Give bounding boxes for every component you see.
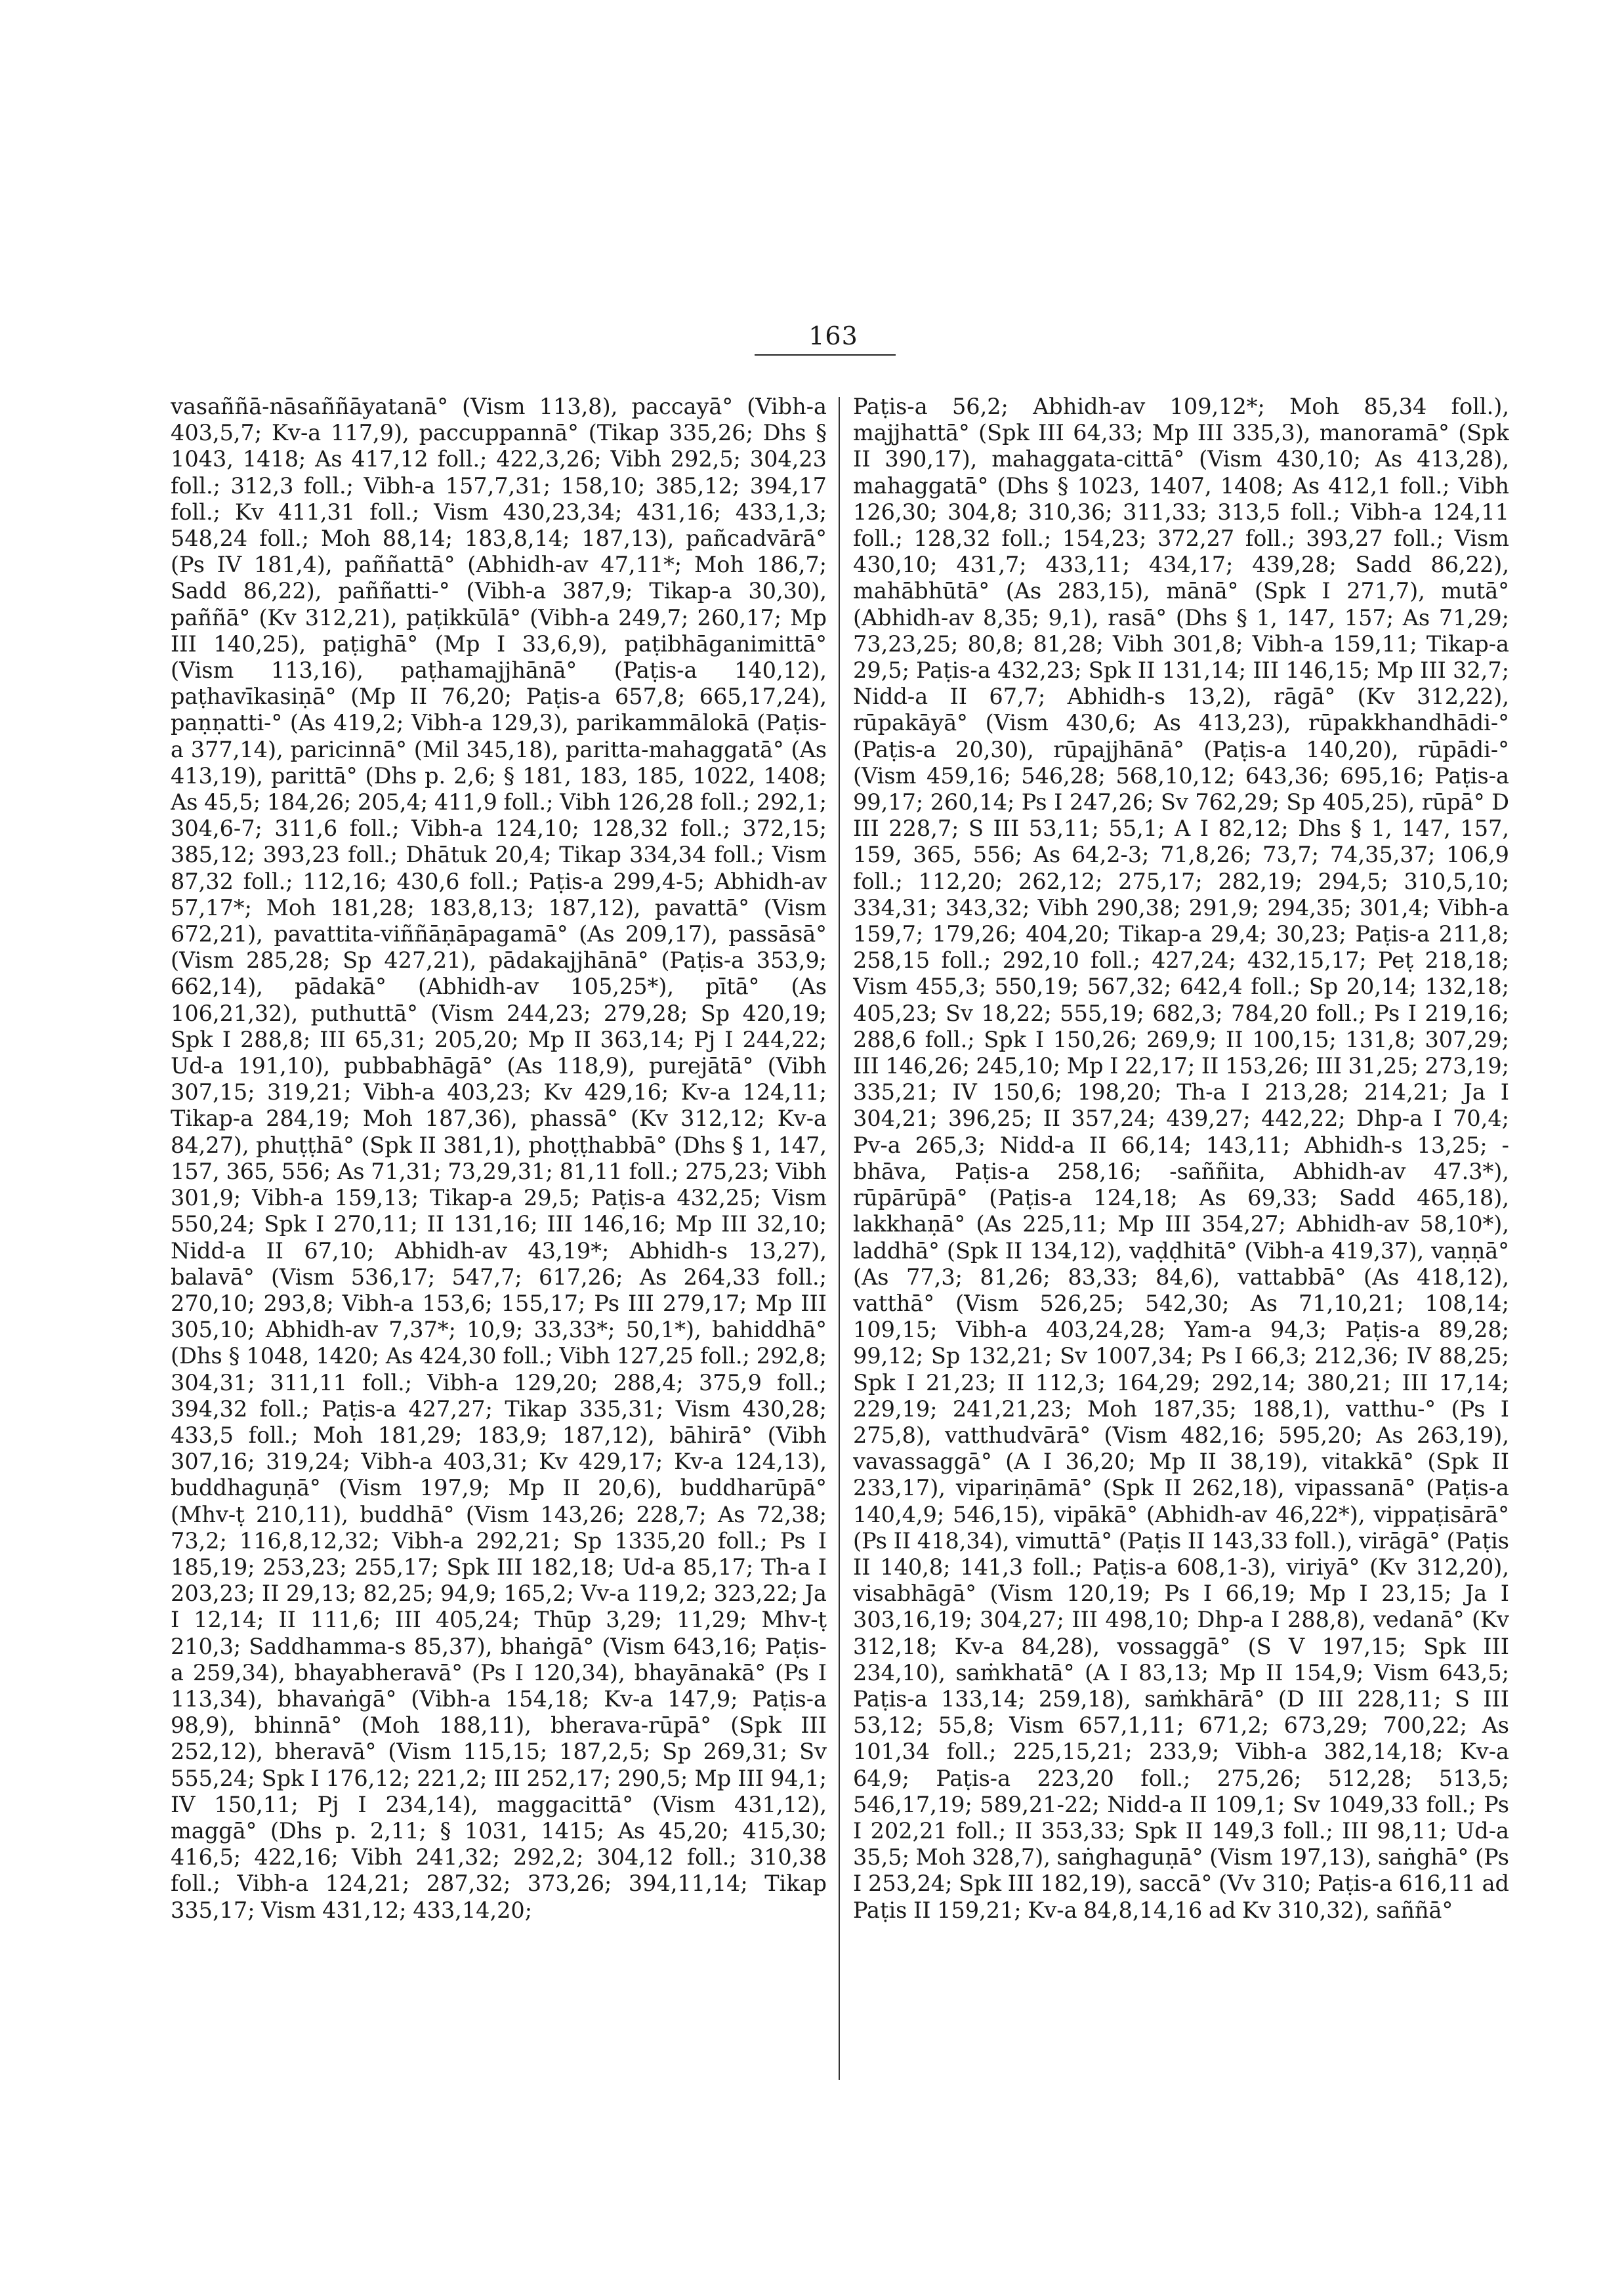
left-column-text: vasaññā-nāsaññāyatanā° (Vism 113,8), paccayā° (Vibh-a 403,5,7; Kv-a 117,9), paccuppannā° (Tikap 335,26; Dhs § 1043, 1418; As 417,12 foll.; 422,3,26; Vibh 292,5; 304,23 foll.; 312,3 foll.; Vibh-a 157,7,31; 158,10; 385,12; 394,17 foll.; Kv 411,31 foll.; Vism 430,23,34; 431,16; 433,1,3; 548,24 foll.; Moh 88,14; 183,8,14; 187,13), pañcadvārā° (Ps IV 181,4), paññattā° (Abhidh-av 47,11*; Moh 186,7; Sadd 86,22), paññatti-° (Vibh-a 387,9; Tikap-a 30,30), paññā° (Kv 312,21), paṭikkūlā° (Vibh-a 249,7; 260,17; Mp III 140,25), paṭighā° (Mp I 33,6,9), paṭibhāganimittā° (Vism 113,16), paṭhamajjhānā° (Paṭis-a 140,12), paṭhavīkasiṇā° (Mp II 76,20; Paṭis-a 657,8; 665,17,24), paṇṇatti-° (As 419,2; Vibh-a 129,3), parikammālokā (Paṭis-a 377,14), paricinnā° (Mil 345,18), paritta-mahaggatā° (As 413,19), parittā° (Dhs p. 2,6; § 181, 183, 185, 1022, 1408; As 45,5; 184,26; 205,4; 411,9 foll.; Vibh 126,28 foll.; 292,1; 304,6-7; 311,6 foll.; Vibh-a 124,10; 128,32 foll.; 372,15; 385,12; 393,23 foll.; Dhātuk 20,4; Tikap 334,34 foll.; Vism 87,32 foll.; 112,16; 430,6 foll.; Paṭis-a 299,4-5; Abhidh-av 57,17*; Moh 181,28; 183,8,13; 187,12), pavattā° (Vism 672,21), pavattita-viññāṇāpagamā° (As 209,17), passāsā° (Vism 285,28; Sp 427,21), pādakajjhānā° (Paṭis-a 353,9; 662,14), pādakā° (Abhidh-av 105,25*), pītā° (As 106,21,32), puthuttā° (Vism 244,23; 279,28; Sp 420,19; Spk I 288,8; III 65,31; 205,20; Mp II 363,14; Pj I 244,22; Ud-a 191,10), pubbabhāgā° (As 118,9), purejātā° (Vibh 307,15; 319,21; Vibh-a 403,23; Kv 429,16; Kv-a 124,11; Tikap-a 284,19; Moh 187,36), phassā° (Kv 312,12; Kv-a 84,27), phuṭṭhā° (Spk II 381,1), phoṭṭhabbā° (Dhs § 1, 147, 157, 365, 556; As 71,31; 73,29,31; 81,11 foll.; 275,23; Vibh 301,9; Vibh-a 159,13; Tikap-a 29,5; Paṭis-a 432,25; Vism 550,24; Spk I 270,11; II 131,16; III 146,16; Mp III 32,10; Nidd-a II 67,10; Abhidh-av 43,19*; Abhidh-s 13,27), balavā° (Vism 536,17; 547,7; 617,26; As 264,33 foll.; 270,10; 293,8; Vibh-a 153,6; 155,17; Ps III 279,17; Mp III 305,10; Abhidh-av 7,37*; 10,9; 33,33*; 50,1*), bahiddhā° (Dhs § 1048, 1420; As 424,30 foll.; Vibh 127,25 foll.; 292,8; 304,31; 311,11 foll.; Vibh-a 129,20; 288,4; 375,9 foll.; 394,32 foll.; Paṭis-a 427,27; Tikap 335,31; Vism 430,28; 433,5 foll.; Moh 181,29; 183,9; 187,12), bāhirā° (Vibh 307,16; 319,24; Vibh-a 403,31; Kv 429,17; Kv-a 124,13), buddhaguṇā° (Vism 197,9; Mp II 20,6), buddharūpā° (Mhv-ṭ 210,11), buddhā° (Vism 143,26; 228,7; As 72,38; 73,2; 116,8,12,32; Vibh-a 292,21; Sp 1335,20 foll.; Ps I 185,19; 253,23; 255,17; Spk III 182,18; Ud-a 85,17; Th-a I 203,23; II 29,13; 82,25; 94,9; 165,2; Vv-a 119,2; 323,22; Ja I 12,14; II 111,6; III 405,24; Thūp 3,29; 11,29; Mhv-ṭ 210,3; Saddhamma-s 85,37), bhaṅgā° (Vism 643,16; Paṭis-a 259,34), bhayabheravā° (Ps I 120,34), bhayānakā° (Ps I 113,34), bhavaṅgā° (Vibh-a 154,18; Kv-a 147,9; Paṭis-a 98,9), bhinnā° (Moh 188,11), bherava-rūpā° (Spk III 252,12), bheravā° (Vism 115,15; 187,2,5; Sp 269,31; Sv 555,24; Spk I 176,12; 221,2; III 252,17; 290,5; Mp III 94,1; IV 150,11; Pj I 234,14), maggacittā° (Vism 431,12), maggā° (Dhs p. 2,11; § 1031, 1415; As 45,20; 415,30; 416,5; 422,16; Vibh 241,32; 292,2; 304,12 foll.; 310,38 foll.; Vibh-a 124,21; 287,32; 373,26; 394,11,14; Tikap 335,17; Vism 431,12; 433,14,20; — [171, 394, 827, 1923]
page-number: 163 — [808, 321, 858, 350]
column-divider — [839, 397, 840, 2080]
right-column-text: Paṭis-a 56,2; Abhidh-av 109,12*; Moh 85,34 foll.), majjhattā° (Spk III 64,33; Mp III 335,3), manoramā° (Spk II 390,17), mahaggata-cittā° (Vism 430,10; As 413,28), mahaggatā° (Dhs § 1023, 1407, 1408; As 412,1 foll.; Vibh 126,30; 304,8; 310,36; 311,33; 313,5 foll.; Vibh-a 124,11 foll.; 128,32 foll.; 154,23; 372,27 foll.; 393,27 foll.; Vism 430,10; 431,7; 433,11; 434,17; 439,28; Sadd 86,22), mahābhūtā° (As 283,15), mānā° (Spk I 271,7), mutā° (Abhidh-av 8,35; 9,1), rasā° (Dhs § 1, 147, 157; As 71,29; 73,23,25; 80,8; 81,28; Vibh 301,8; Vibh-a 159,11; Tikap-a 29,5; Paṭis-a 432,23; Spk II 131,14; III 146,15; Mp III 32,7; Nidd-a II 67,7; Abhidh-s 13,2), rāgā° (Kv 312,22), rūpakāyā° (Vism 430,6; As 413,23), rūpakkhandhādi-° (Paṭis-a 20,30), rūpajjhānā° (Paṭis-a 140,20), rūpādi-° (Vism 459,16; 546,28; 568,10,12; 643,36; 695,16; Paṭis-a 99,17; 260,14; Ps I 247,26; Sv 762,29; Sp 405,25), rūpā° D III 228,7; S III 53,11; 55,1; A I 82,12; Dhs § 1, 147, 157, 159, 365, 556; As 64,2-3; 71,8,26; 73,7; 74,35,37; 106,9 foll.; 112,20; 262,12; 275,17; 282,19; 294,5; 310,5,10; 334,31; 343,32; Vibh 290,38; 291,9; 294,35; 301,4; Vibh-a 159,7; 179,26; 404,20; Tikap-a 29,4; 30,23; Paṭis-a 211,8; 258,15 foll.; 292,10 foll.; 427,24; 432,15,17; Peṭ 218,18; Vism 455,3; 550,19; 567,32; 642,4 foll.; Sp 20,14; 132,18; 405,23; Sv 18,22; 555,19; 682,3; 784,20 foll.; Ps I 219,16; 288,6 foll.; Spk I 150,26; 269,9; II 100,15; 131,8; 307,29; III 146,26; 245,10; Mp I 22,17; II 153,26; III 31,25; 273,19; 335,21; IV 150,6; 198,20; Th-a I 213,28; 214,21; Ja I 304,21; 396,25; II 357,24; 439,27; 442,22; Dhp-a I 70,4; Pv-a 265,3; Nidd-a II 66,14; 143,11; Abhidh-s 13,25; -bhāva, Paṭis-a 258,16; -saññita, Abhidh-av 47.3*), rūpārūpā° (Paṭis-a 124,18; As 69,33; Sadd 465,18), lakkhaṇā° (As 225,11; Mp III 354,27; Abhidh-av 58,10*), laddhā° (Spk II 134,12), vaḍḍhitā° (Vibh-a 419,37), vaṇṇā° (As 77,3; 81,26; 83,33; 84,6), vattabbā° (As 418,12), vatthā° (Vism 526,25; 542,30; As 71,10,21; 108,14; 109,15; Vibh-a 403,24,28; Yam-a 94,3; Paṭis-a 89,28; 99,12; Sp 132,21; Sv 1007,34; Ps I 66,3; 212,36; IV 88,25; Spk I 21,23; II 112,3; 164,29; 292,14; 380,21; III 17,14; 229,19; 241,21,23; Moh 187,35; 188,1), vatthu-° (Ps I 275,8), vatthudvārā° (Vism 482,16; 595,20; As 263,19), vavassaggā° (A I 36,20; Mp II 38,19), vitakkā° (Spk II 233,17), vipariṇāmā° (Spk II 262,18), vipassanā° (Paṭis-a 140,4,9; 546,15), vipākā° (Abhidh-av 46,22*), vippaṭisārā° (Ps II 418,34), vimuttā° (Paṭis II 143,33 foll.), virāgā° (Paṭis II 140,8; 141,3 foll.; Paṭis-a 608,1-3), viriyā° (Kv 312,20), visabhāgā° (Vism 120,19; Ps I 66,19; Mp I 23,15; Ja I 303,16,19; 304,27; III 498,10; Dhp-a I 288,8), vedanā° (Kv 312,18; Kv-a 84,28), vossaggā° (S V 197,15; Spk III 234,10), saṁkhatā° (A I 83,13; Mp II 154,9; Vism 643,5; Paṭis-a 133,14; 259,18), saṁkhārā° (D III 228,11; S III 53,12; 55,8; Vism 657,1,11; 671,2; 673,29; 700,22; As 101,34 foll.; 225,15,21; 233,9; Vibh-a 382,14,18; Kv-a 64,9; Paṭis-a 223,20 foll.; 275,26; 512,28; 513,5; 546,17,19; 589,21-22; Nidd-a II 109,1; Sv 1049,33 foll.; Ps I 202,21 foll.; II 353,33; Spk II 149,3 foll.; III 98,11; Ud-a 35,5; Moh 328,7), saṅghaguṇā° (Vism 197,13), saṅghā° (Ps I 253,24; Spk III 182,19), saccā° (Vv 310; Paṭis-a 616,11 ad Paṭis II 159,21; Kv-a 84,8,14,16 ad Kv 310,32), saññā° — [853, 394, 1509, 1923]
header-rule — [755, 354, 896, 356]
